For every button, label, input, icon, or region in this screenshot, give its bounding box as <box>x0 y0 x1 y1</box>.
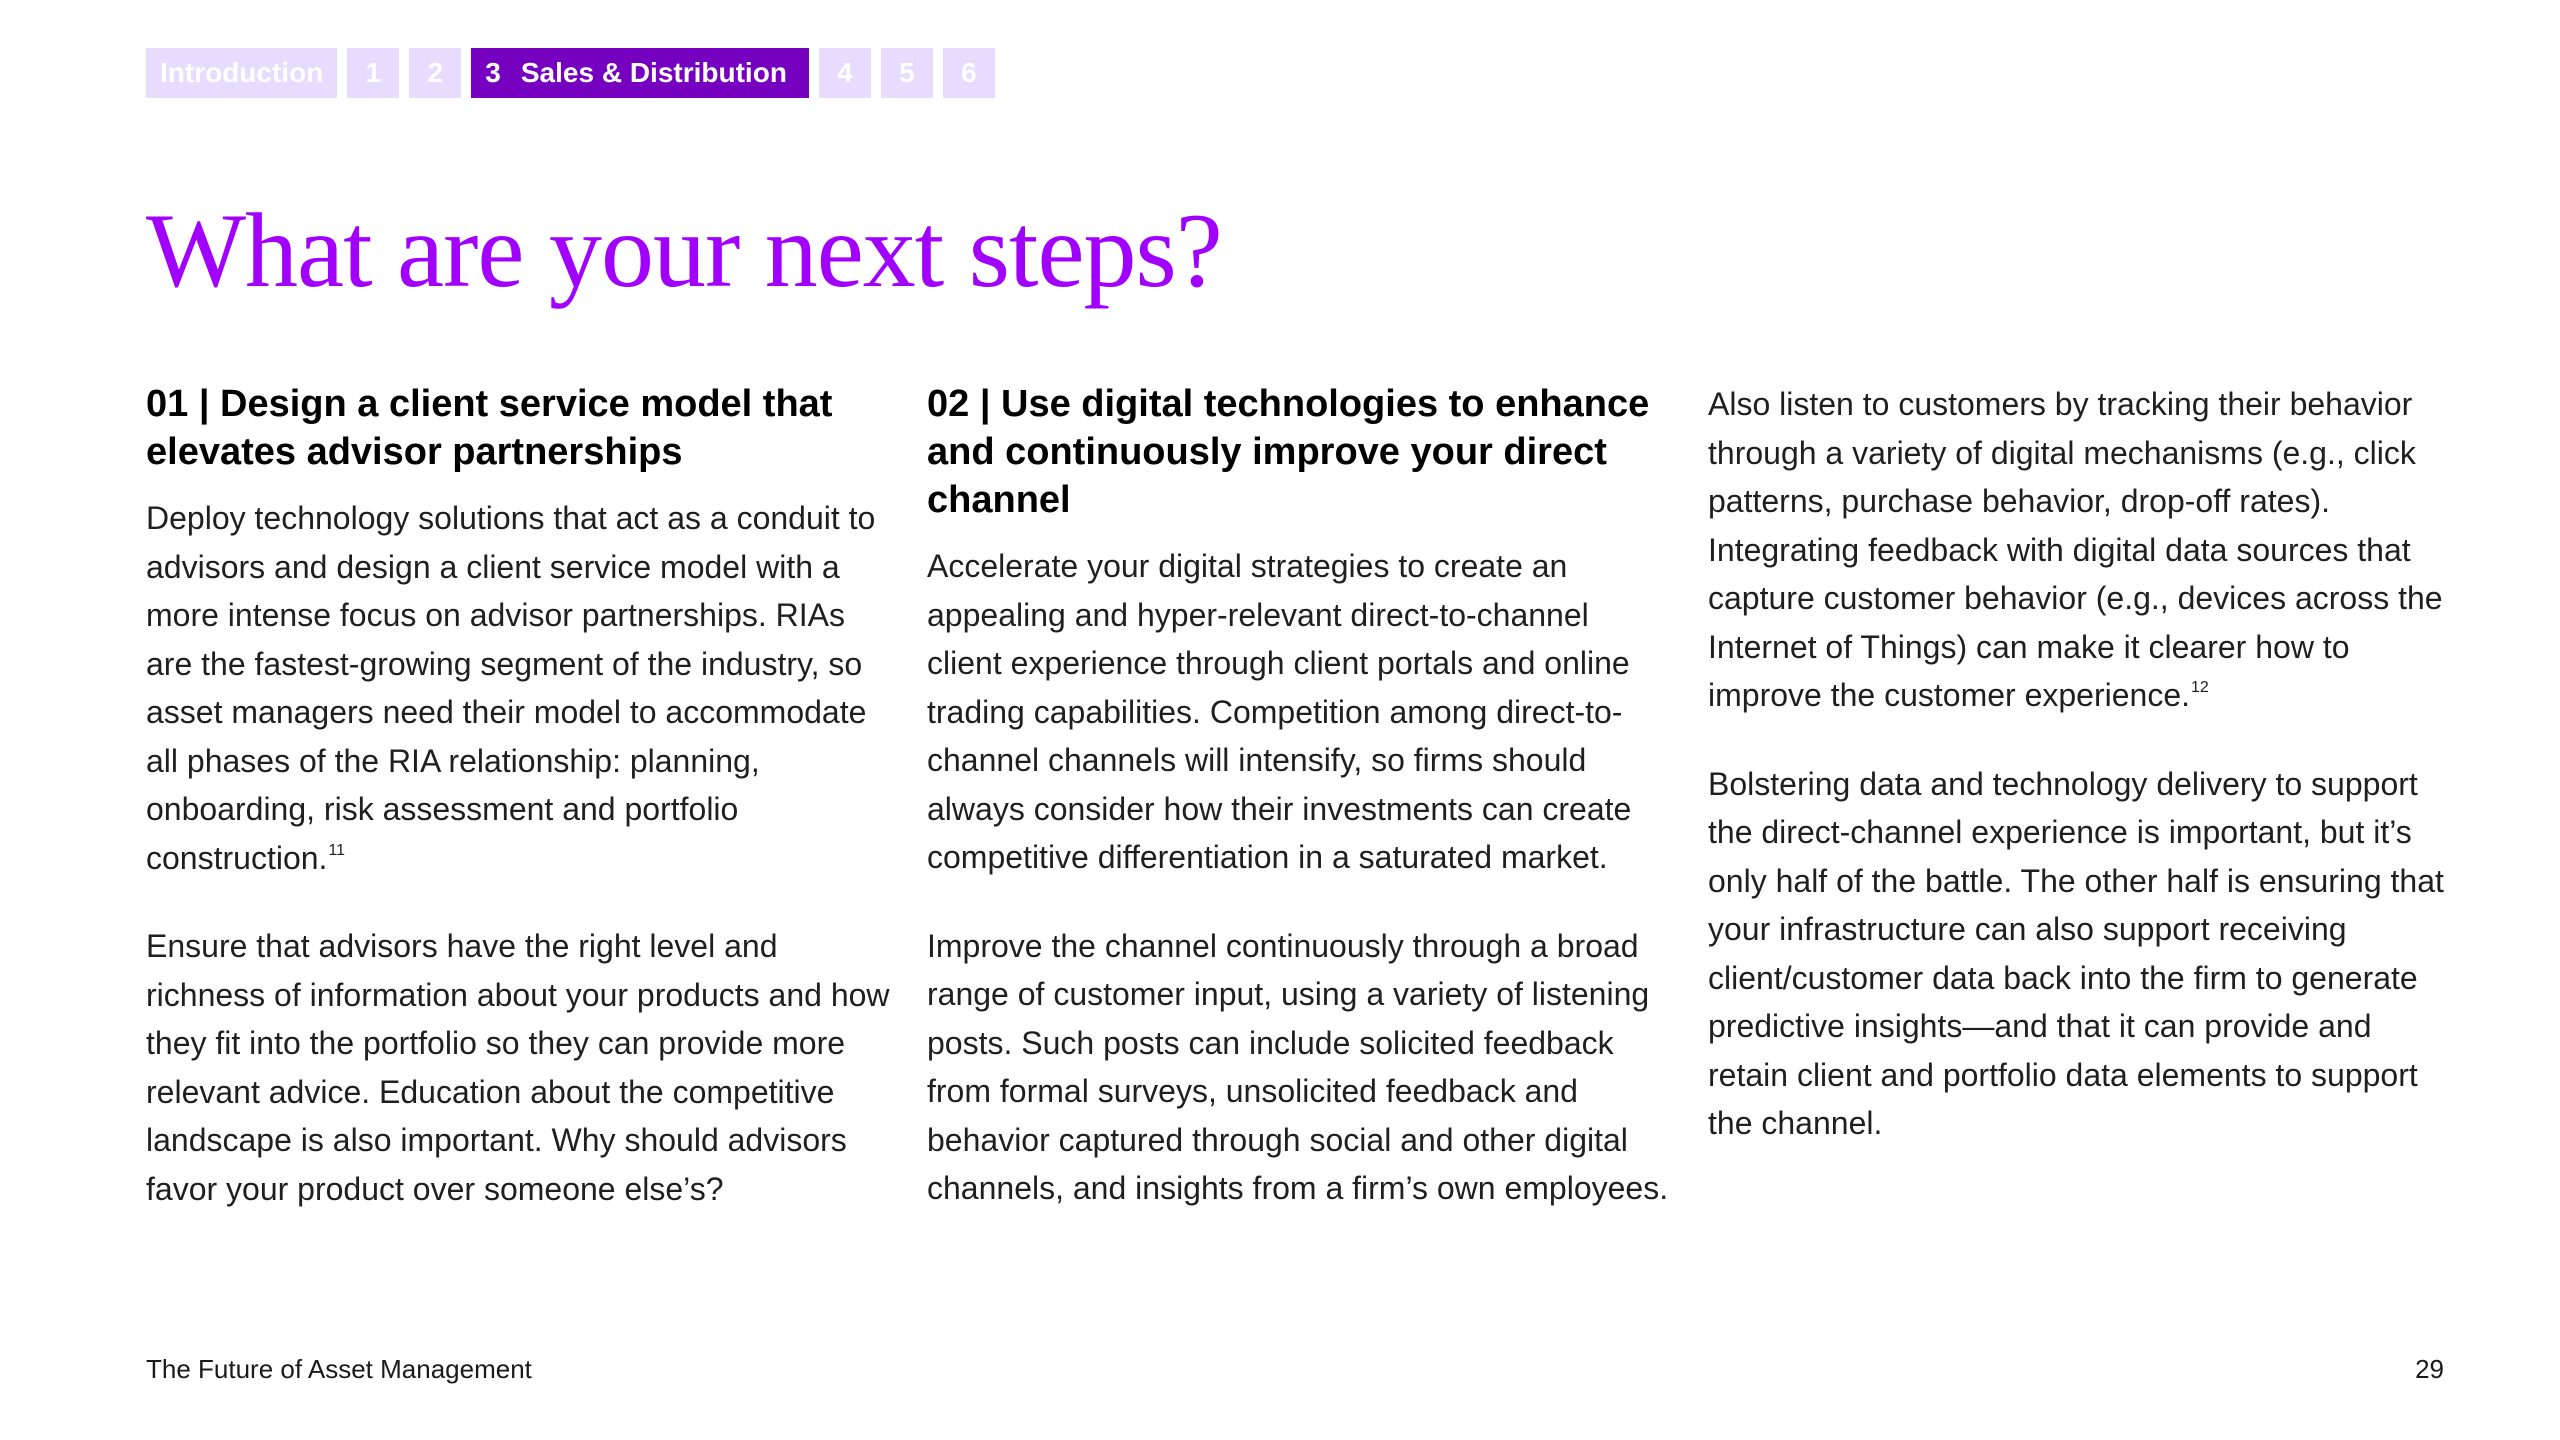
nav-tab-4[interactable]: 4 <box>819 48 871 98</box>
body-paragraph: Bolstering data and technology delivery to support the direct-channel experience is important, but it’s only half of the battle. The other half is ensuring that your infrastructure can also support receiving client/customer data back into the firm to generate predictive insights—and that it can provide and retain client and portfolio data elements to support the channel. <box>1708 765 2444 1141</box>
body-paragraph: Improve the channel continuously through a broad range of customer input, using a variety of listening posts. Such posts can include solicited feedback from formal surveys, unsolicited feedback and behavior captured through social and other digital channels, and insights from a firm’s own employees. <box>927 927 1669 1206</box>
nav-tab-number: 3 <box>485 57 501 88</box>
nav-tab-introduction[interactable]: Introduction <box>146 48 337 98</box>
nav-tab-label: Sales & Distribution <box>520 57 787 88</box>
nav-tab-2[interactable]: 2 <box>409 48 461 98</box>
nav-tab-3-sales-distribution[interactable] <box>471 48 809 98</box>
section-heading: 02 | Use digital technologies to enhance and continuously improve your direct channel <box>927 383 1650 521</box>
section-heading: 01 | Design a client service model that elevates advisor partnerships <box>146 383 833 473</box>
nav-tab-6[interactable]: 6 <box>943 48 995 98</box>
body-paragraph: Also listen to customers by tracking their behavior through a variety of digital mechanisms (e.g., click patterns, purchase behavior, drop-off rates). Integrating feedback with digital data sources that capture customer behavior (e.g., devices across the Internet of Things) can make it clearer how to improve the customer experience.$^{12}$ <box>1708 386 2443 713</box>
footer-page-number: 29 <box>2415 1354 2444 1384</box>
footnote-marker: 12 <box>2191 679 2209 696</box>
body-paragraph: Deploy technology solutions that act as a conduit to advisors and design a client service model with a more intense focus on advisor partnerships. RIAs are the fastest-growing segment of the industry, so asset managers need their model to accommodate all phases of the RIA relationship: planning, onboarding, risk assessment and portfolio construction.$^{11}$ <box>146 500 876 876</box>
nav-tab-1[interactable]: 1 <box>347 48 399 98</box>
nav-tab-5[interactable]: 5 <box>881 48 933 98</box>
footnote-marker: 11 <box>328 841 346 859</box>
footer-document-title: The Future of Asset Management <box>146 1354 532 1384</box>
section-nav <box>146 48 995 98</box>
column-continued <box>1708 380 2448 1188</box>
column-design-client-service-model <box>146 380 891 1253</box>
body-paragraph: Ensure that advisors have the right level and richness of information about your products and how they fit into the portfolio so they can provide more relevant advice. Education about the competitive landscape is also important. Why should advisors favor your product over someone else’s? <box>146 928 890 1207</box>
column-digital-technologies <box>927 380 1672 1253</box>
body-paragraph: Accelerate your digital strategies to create an appealing and hyper-relevant direct-to-channel client experience through client portals and online trading capabilities. Competition among direct-to-channel channels will intensify, so firms should always consider how their investments can create competitive differentiation in a saturated market. <box>927 548 1632 875</box>
page-title: What are your next steps? <box>146 192 1222 309</box>
